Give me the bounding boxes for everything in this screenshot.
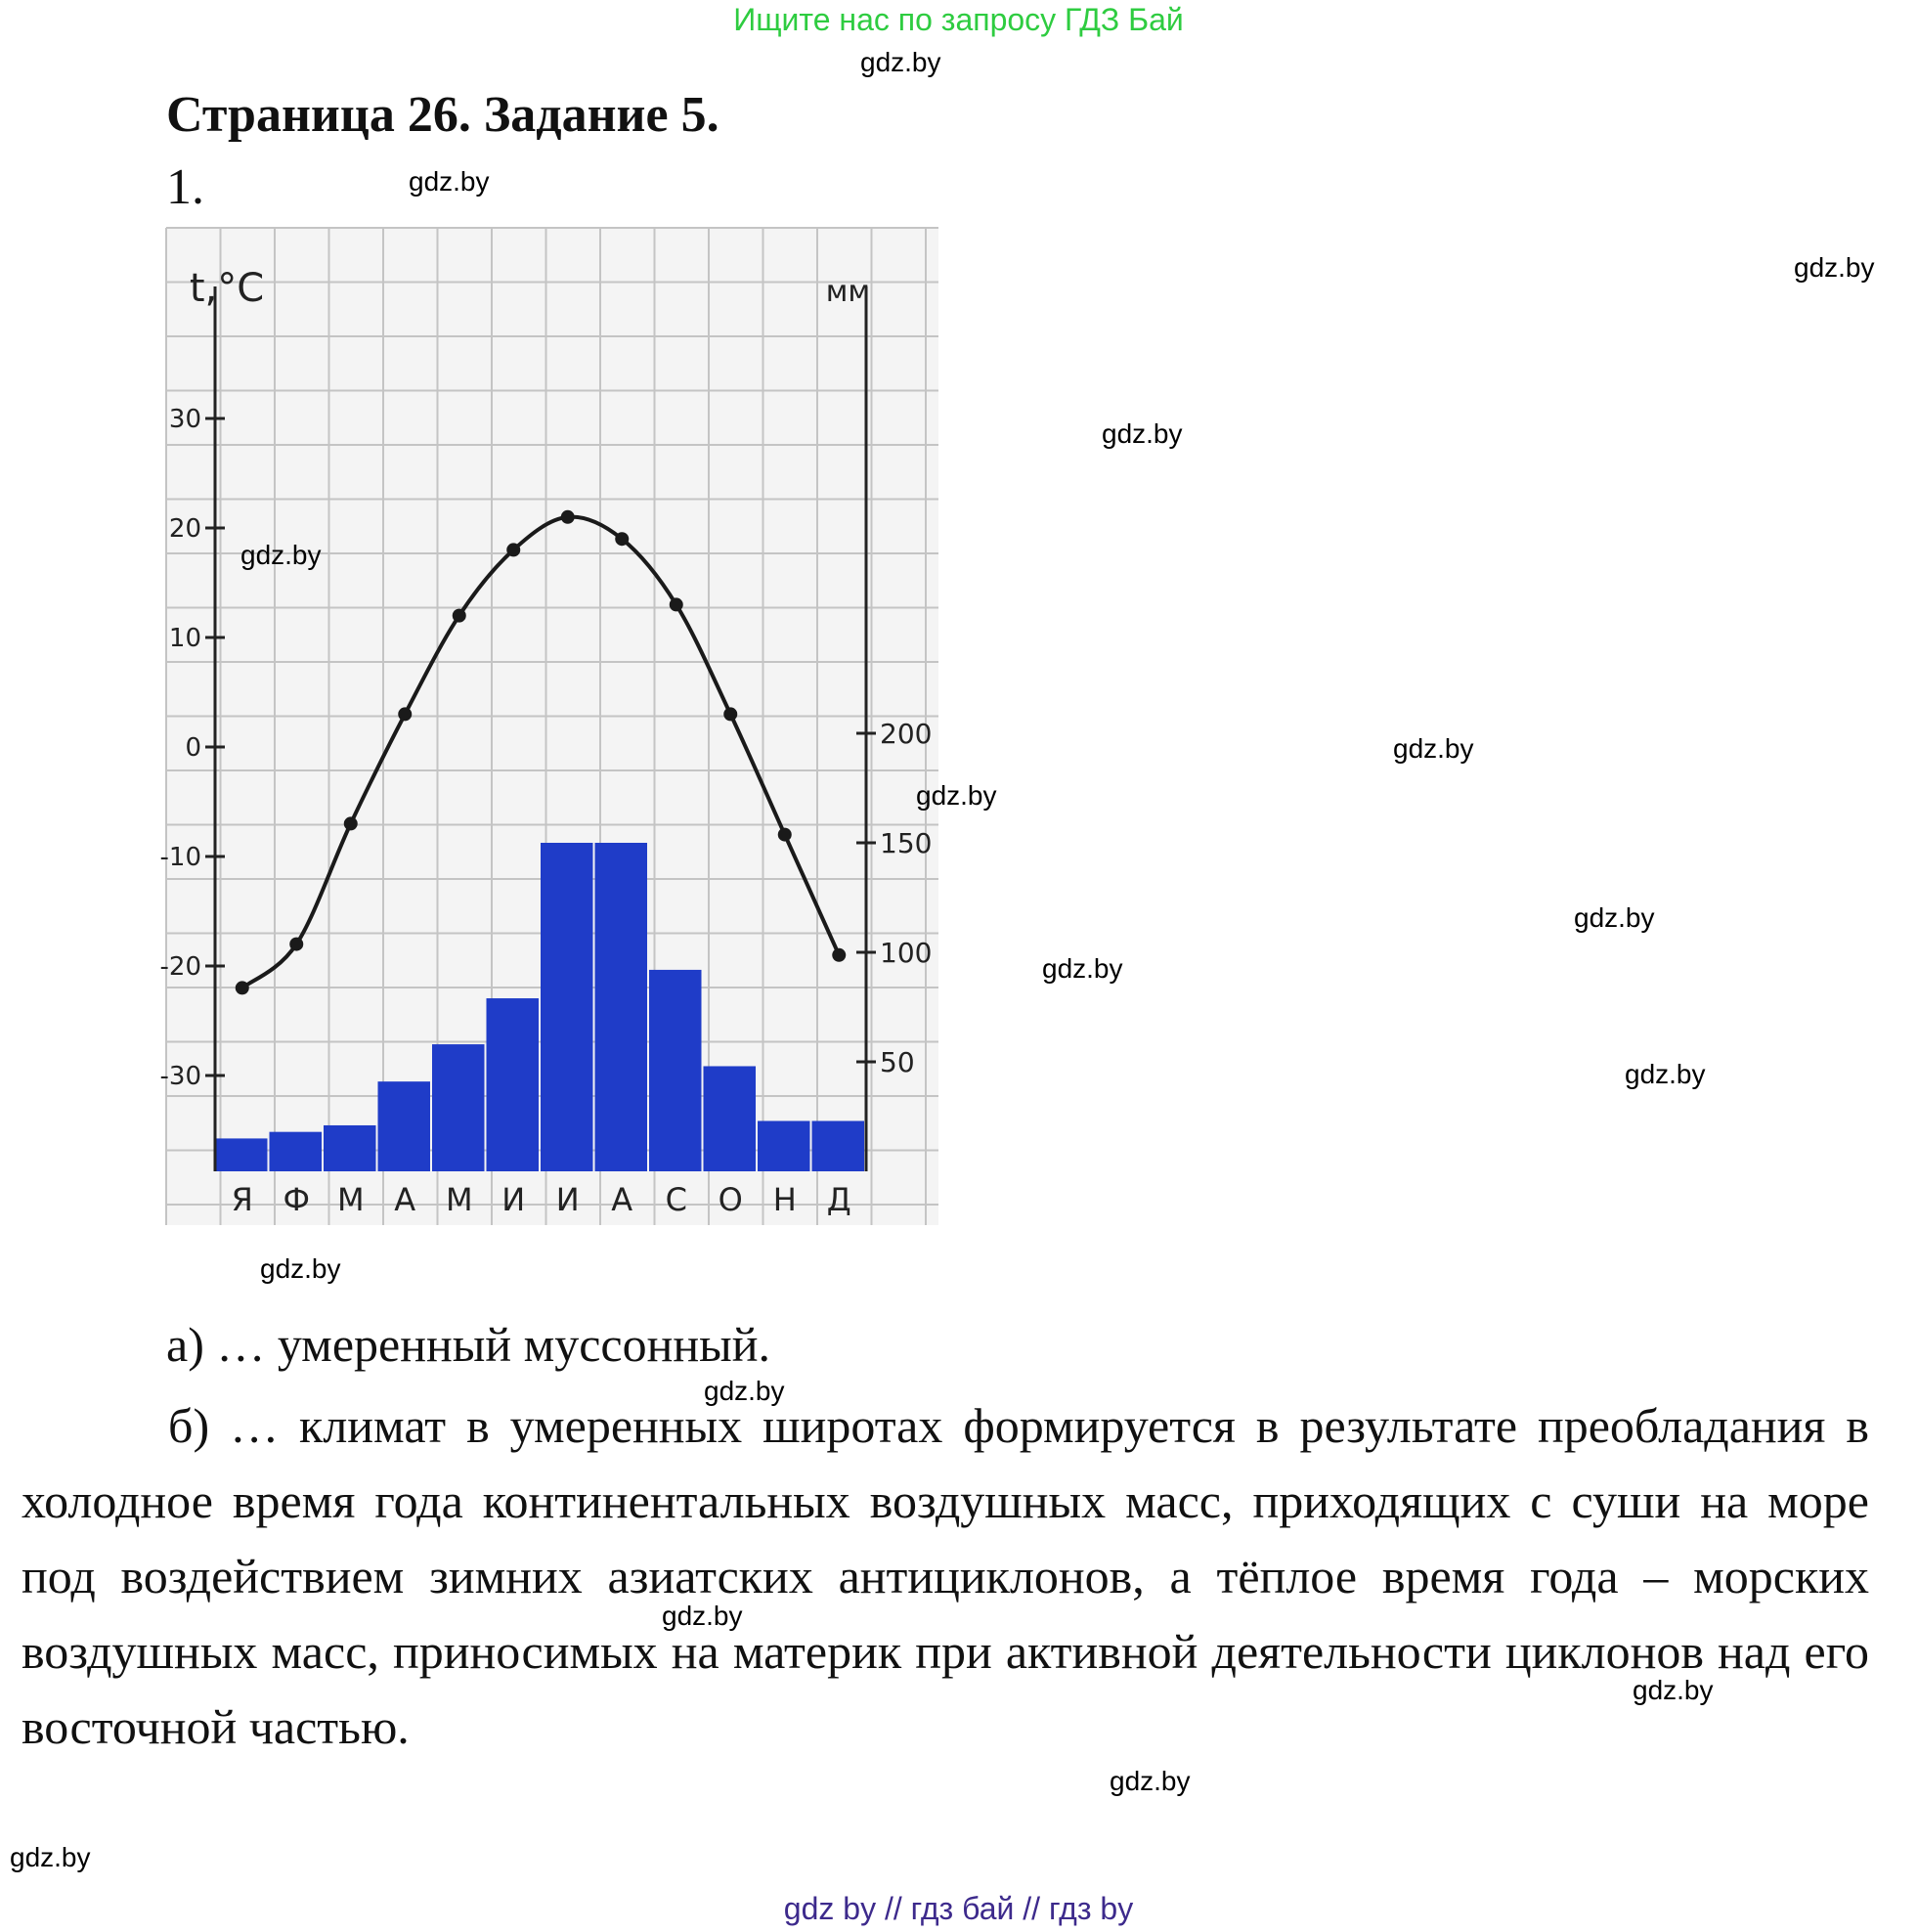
temp-tick-label: 10 [168,624,201,653]
watermark: gdz.by [409,166,490,197]
temperature-point [453,609,466,623]
watermark: gdz.by [860,47,941,77]
temp-tick-label: -30 [159,1062,201,1091]
precip-bar [812,1120,865,1171]
temperature-point [398,707,412,721]
month-label: М [445,1181,473,1218]
month-label: М [336,1181,365,1218]
temperature-point [344,816,358,830]
temperature-point [289,938,303,951]
temperature-point [670,597,683,611]
precip-bar [432,1044,485,1171]
item-number: 1. [166,159,204,215]
promo-banner: Ищите нас по запросу ГДЗ Бай [733,2,1184,37]
precip-tick-label: 50 [880,1046,915,1078]
temperature-point [615,532,629,546]
watermark: gdz.by [1102,418,1183,449]
watermark: gdz.by [260,1253,341,1284]
footer-links: gdz by // гдз бай // гдз by [783,1891,1134,1926]
answer-b: б) … климат в умеренных широтах формируется в результате преобладания в холодное время года континентальных воздушных масс, приходящих с суши на море под воздействием зимних азиатских антициклонов, а тёплое время года – морских воздушных масс, приносимых на материк при активной деятельности циклонов над его восточной частью. [22,1398,1869,1754]
month-label: И [555,1181,580,1218]
temperature-point [561,510,575,524]
month-label: Н [772,1181,797,1218]
month-label: А [611,1181,633,1218]
temperature-point [506,543,520,556]
watermark: gdz.by [1794,252,1875,283]
precip-bar [704,1066,757,1171]
precip-bar [378,1081,431,1171]
temperature-point [236,981,249,994]
precip-axis-label: мм [825,275,870,309]
temperature-point [778,828,792,842]
month-label: Ф [283,1181,311,1218]
page-title: Страница 26. Задание 5. [166,87,719,143]
temperature-point [832,948,846,962]
watermark: gdz.by [10,1842,91,1872]
month-label: С [665,1181,687,1218]
watermark: gdz.by [1110,1766,1191,1796]
precip-bar [324,1125,376,1171]
watermark: gdz.by [240,540,322,570]
watermark: gdz.by [1042,953,1123,984]
month-label: О [718,1181,743,1218]
watermark: gdz.by [662,1601,743,1631]
precip-bar [649,970,702,1171]
climate-chart [159,228,938,1225]
temp-tick-label: 30 [168,405,201,434]
precip-bar [270,1132,323,1171]
month-label: А [394,1181,416,1218]
month-label: Я [231,1181,253,1218]
temp-tick-label: -20 [159,952,201,982]
temp-axis-label: t,°C [189,266,265,311]
month-label: И [501,1181,526,1218]
temp-tick-label: 0 [185,733,201,763]
watermark: gdz.by [1625,1059,1706,1089]
watermark: gdz.by [916,780,997,811]
precip-bar [487,998,540,1171]
temperature-point [723,707,737,721]
precip-tick-label: 200 [880,718,933,750]
temp-tick-label: -10 [159,843,201,872]
watermark: gdz.by [1574,902,1655,933]
watermark: gdz.by [1633,1675,1714,1705]
precip-bar [215,1138,268,1171]
precip-bar [595,843,648,1171]
precip-bar [541,843,593,1171]
watermark: gdz.by [704,1376,785,1406]
month-label: Д [826,1181,851,1218]
watermark: gdz.by [1393,733,1474,764]
precip-tick-label: 150 [880,827,933,859]
precip-tick-label: 100 [880,937,933,969]
answer-a: а) … умеренный муссонный. [166,1317,770,1372]
temp-tick-label: 20 [168,514,201,544]
precip-bar [758,1120,810,1171]
